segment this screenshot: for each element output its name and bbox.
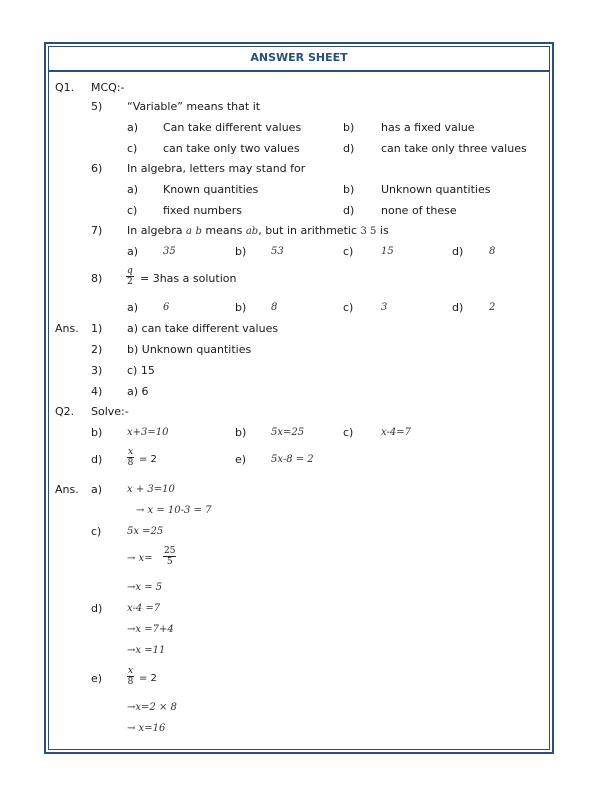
q2-label: Q2. (55, 405, 75, 418)
fraction (127, 447, 134, 468)
option-key: b) (235, 301, 247, 314)
question-text: “Variable” means that it (127, 100, 261, 113)
question-text-part: means (205, 224, 243, 237)
problem-equation: x+3=10 (127, 427, 169, 438)
option-text: 2 (489, 302, 496, 313)
question-text-part: is (379, 224, 389, 237)
q1-label: Q1. (55, 81, 75, 94)
option-key: a) (127, 183, 139, 196)
option-key: d) (452, 301, 464, 314)
answers-label: Ans. (55, 322, 79, 335)
option-text: 35 (163, 246, 176, 257)
problem-key: c) (343, 426, 354, 439)
problem-equation: 5x-8 = 2 (271, 454, 314, 465)
question-text: In algebra, letters may stand for (127, 162, 306, 175)
option-text: 6 (163, 302, 170, 313)
math-variable: a (186, 226, 192, 237)
question-number: 7) (91, 224, 103, 237)
answer-text: b) Unknown quantities (127, 343, 252, 356)
solution-step: x-4 =7 (127, 603, 161, 614)
solution-key: e) (91, 672, 103, 685)
option-text: 15 (381, 246, 394, 257)
fraction-denominator: 5 (166, 557, 173, 567)
solution-step: →x = 5 (127, 582, 163, 593)
problem-equation: = 2 (139, 454, 157, 465)
option-text: 8 (489, 246, 496, 257)
problem-key: b) (91, 426, 103, 439)
solution-step: 5x =25 (127, 526, 164, 537)
option-text: 53 (271, 246, 284, 257)
answers-label: Ans. (55, 483, 79, 496)
solution-step: →x =7+4 (127, 624, 174, 635)
option-text: 3 (381, 302, 388, 313)
fraction (126, 266, 134, 287)
option-text: fixed numbers (163, 204, 243, 217)
q1-heading: MCQ:- (91, 81, 125, 94)
option-key: a) (127, 121, 139, 134)
fraction-denominator: 2 (127, 277, 133, 287)
option-key: c) (127, 142, 138, 155)
option-text: can take only three values (381, 142, 527, 155)
fraction-numerator: 25 (164, 546, 176, 556)
solution-key: a) (91, 483, 103, 496)
option-key: c) (343, 245, 354, 258)
option-text: has a fixed value (381, 121, 475, 134)
question-number: 8) (91, 272, 103, 285)
solution-step: → x = 10-3 = 7 (136, 505, 212, 516)
question-text-part: In algebra (127, 224, 183, 237)
title-divider (48, 70, 550, 72)
question-number: 5) (91, 100, 103, 113)
fraction-denominator: 8 (127, 677, 134, 687)
answer-number: 3) (91, 364, 103, 377)
solution-key: d) (91, 602, 103, 615)
q2-heading: Solve:- (91, 405, 129, 418)
problem-equation: x-4=7 (381, 427, 411, 438)
option-key: b) (235, 245, 247, 258)
solution-step: = 2 (139, 673, 157, 684)
option-key: b) (343, 183, 355, 196)
solution-step: →x=2 × 8 (127, 702, 177, 713)
option-key: c) (343, 301, 354, 314)
fraction (127, 666, 134, 687)
option-key: a) (127, 245, 139, 258)
answer-text: c) 15 (127, 364, 155, 377)
solution-step: →x =11 (127, 645, 166, 656)
problem-key: b) (235, 426, 247, 439)
problem-key: e) (235, 453, 247, 466)
solution-key: c) (91, 525, 102, 538)
option-key: d) (343, 204, 355, 217)
solution-step: → x=16 (127, 723, 166, 734)
page-title: ANSWER SHEET (250, 51, 348, 64)
question-text (127, 224, 389, 238)
option-key: d) (452, 245, 464, 258)
fraction (163, 546, 176, 567)
option-key: a) (127, 301, 139, 314)
option-text: none of these (381, 204, 457, 217)
solution-step: x + 3=10 (127, 484, 175, 495)
problem-key: d) (91, 453, 103, 466)
option-key: b) (343, 121, 355, 134)
problem-equation: 5x=25 (271, 427, 305, 438)
question-number: 6) (91, 162, 103, 175)
math-number: 3 5 (360, 226, 377, 237)
answer-number: 4) (91, 385, 103, 398)
answer-number: 2) (91, 343, 103, 356)
answer-number: 1) (91, 322, 103, 335)
option-text: 8 (271, 302, 278, 313)
solution-step: → x= (127, 553, 153, 564)
option-text: Unknown quantities (381, 183, 491, 196)
fraction-numerator: q (127, 266, 133, 276)
answer-text: a) 6 (127, 385, 149, 398)
answer-text: a) can take different values (127, 322, 279, 335)
question-text: = 3has a solution (140, 272, 237, 285)
option-key: c) (127, 204, 138, 217)
fraction-denominator: 8 (127, 458, 134, 468)
question-text-part: , but in arithmetic (258, 224, 357, 237)
math-variable: ab (245, 226, 259, 237)
fraction-numerator: x (128, 447, 134, 457)
option-key: d) (343, 142, 355, 155)
math-variable: b (195, 226, 202, 237)
option-text: Known quantities (163, 183, 259, 196)
fraction-numerator: x (128, 666, 134, 676)
option-text: Can take different values (163, 121, 302, 134)
option-text: can take only two values (163, 142, 300, 155)
